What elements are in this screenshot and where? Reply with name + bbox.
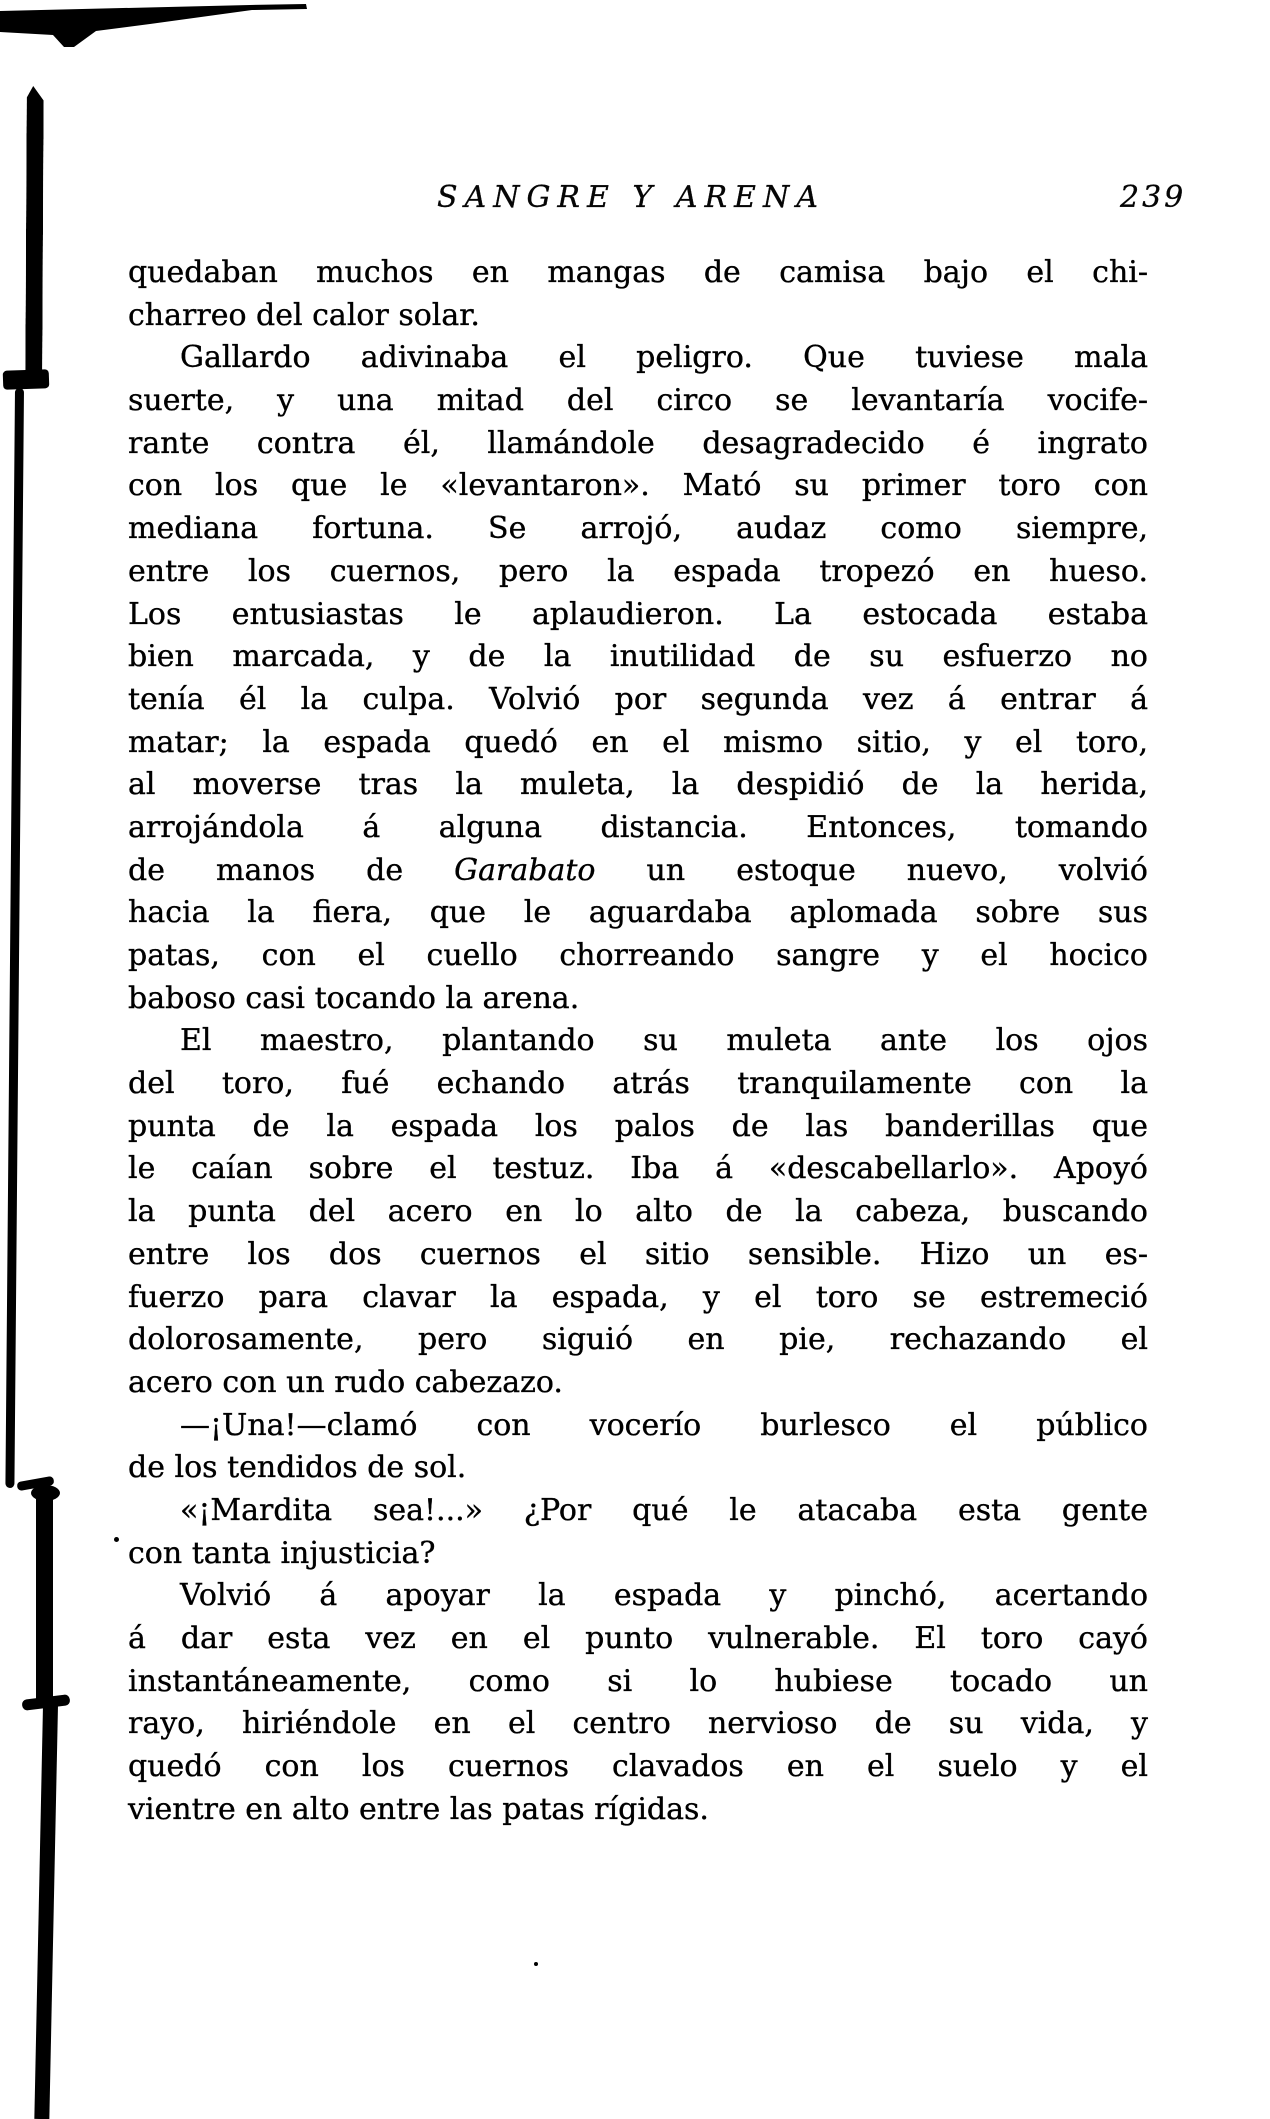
text-line: suerte, y una mitad del circo se levantaría vocife- [128,383,1148,419]
text-line: tenía él la culpa. Volvió por segunda vez á entrar á [128,681,1148,717]
text-line: rante contra él, llamándole desagradecido é ingrato [128,425,1148,461]
text-line: instantáneamente, como si lo hubiese tocado un [128,1663,1148,1699]
italic-word: Garabato [454,852,596,888]
text-line: hacia la fiera, que le aguardaba aplomada sobre sus [128,895,1148,931]
scan-artifact-binding-line-lower [36,1490,53,1705]
text-line: mediana fortuna. Se arrojó, audaz como siempre, [128,511,1148,547]
text-line: quedó con los cuernos clavados en el suelo y el [128,1749,1148,1785]
text-line: bien marcada, y de la inutilidad de su esfuerzo no [128,639,1148,675]
text-line: del toro, fué echando atrás tranquilamente con la [128,1066,1148,1102]
scan-artifact-binding-foot [3,369,50,390]
text-line: acero con un rudo cabezazo. [128,1364,563,1400]
scan-artifact-binding-line-upper [25,86,44,378]
page-title: SANGRE Y ARENA [437,180,825,215]
text-line: fuerzo para clavar la espada, y el toro se estremeció [128,1279,1148,1315]
text-line: patas, con el cuello chorreando sangre y el hocico [128,938,1148,973]
text-line: matar; la espada quedó en el mismo sitio, y el toro, [128,724,1148,760]
text-line: al moverse tras la muleta, la despidió de la herida, [128,767,1148,803]
text-line: con tanta injusticia? [128,1535,436,1571]
text-line: —¡Una!—clamó con vocerío burlesco el público [180,1407,1148,1443]
text-line: entre los cuernos, pero la espada tropezó en hueso. [128,553,1148,589]
page-number: 239 [1120,180,1187,215]
text-line: de los tendidos de sol. [128,1450,467,1486]
text-line: Volvió á apoyar la espada y pinchó, acertando [180,1578,1148,1614]
scan-artifact-binding-line-thin [5,388,24,1488]
text-line: Gallardo adivinaba el peligro. Que tuviese mala [180,340,1148,376]
text-line: la punta del acero en lo alto de la cabeza, buscando [128,1194,1148,1230]
running-head [0,180,1270,224]
text-line: entre los dos cuernos el sitio sensible. Hizo un es- [128,1236,1148,1272]
text-line: á dar esta vez en el punto vulnerable. El toro cayó [128,1621,1148,1656]
text-line: Los entusiastas le aplaudieron. La estocada estaba [128,596,1148,632]
text-line: vientre en alto entre las patas rígidas. [128,1791,709,1827]
text-line: baboso casi tocando la arena. [128,980,580,1016]
text-line: El maestro, plantando su muleta ante los ojos [180,1023,1148,1059]
text-line: con los que le «levantaron». Mató su primer toro con [128,468,1148,504]
text-block [128,252,1148,1831]
text-line: charreo del calor solar. [128,297,480,333]
scan-artifact-binding-line-bottom [34,1705,58,2119]
text-line: le caían sobre el testuz. Iba á «descabellarlo». Apoyó [128,1151,1148,1187]
text-line: de manos de Garabato un estoque nuevo, volvió [128,852,1148,888]
text-line: dolorosamente, pero siguió en pie, rechazando el [128,1322,1148,1358]
text-line: punta de la espada los palos de las banderillas que [128,1108,1148,1144]
scan-artifact-top-edge [0,0,480,60]
text-line: rayo, hiriéndole en el centro nervioso de su vida, y [128,1706,1148,1742]
text-line: arrojándola á alguna distancia. Entonces, tomando [128,809,1148,845]
scan-artifact-speck [114,1537,119,1542]
text-line: «¡Mardita sea!...» ¿Por qué le atacaba esta gente [180,1492,1148,1528]
text-line: quedaban muchos en mangas de camisa bajo el chi- [128,255,1148,290]
scan-artifact-speck [534,1962,538,1966]
